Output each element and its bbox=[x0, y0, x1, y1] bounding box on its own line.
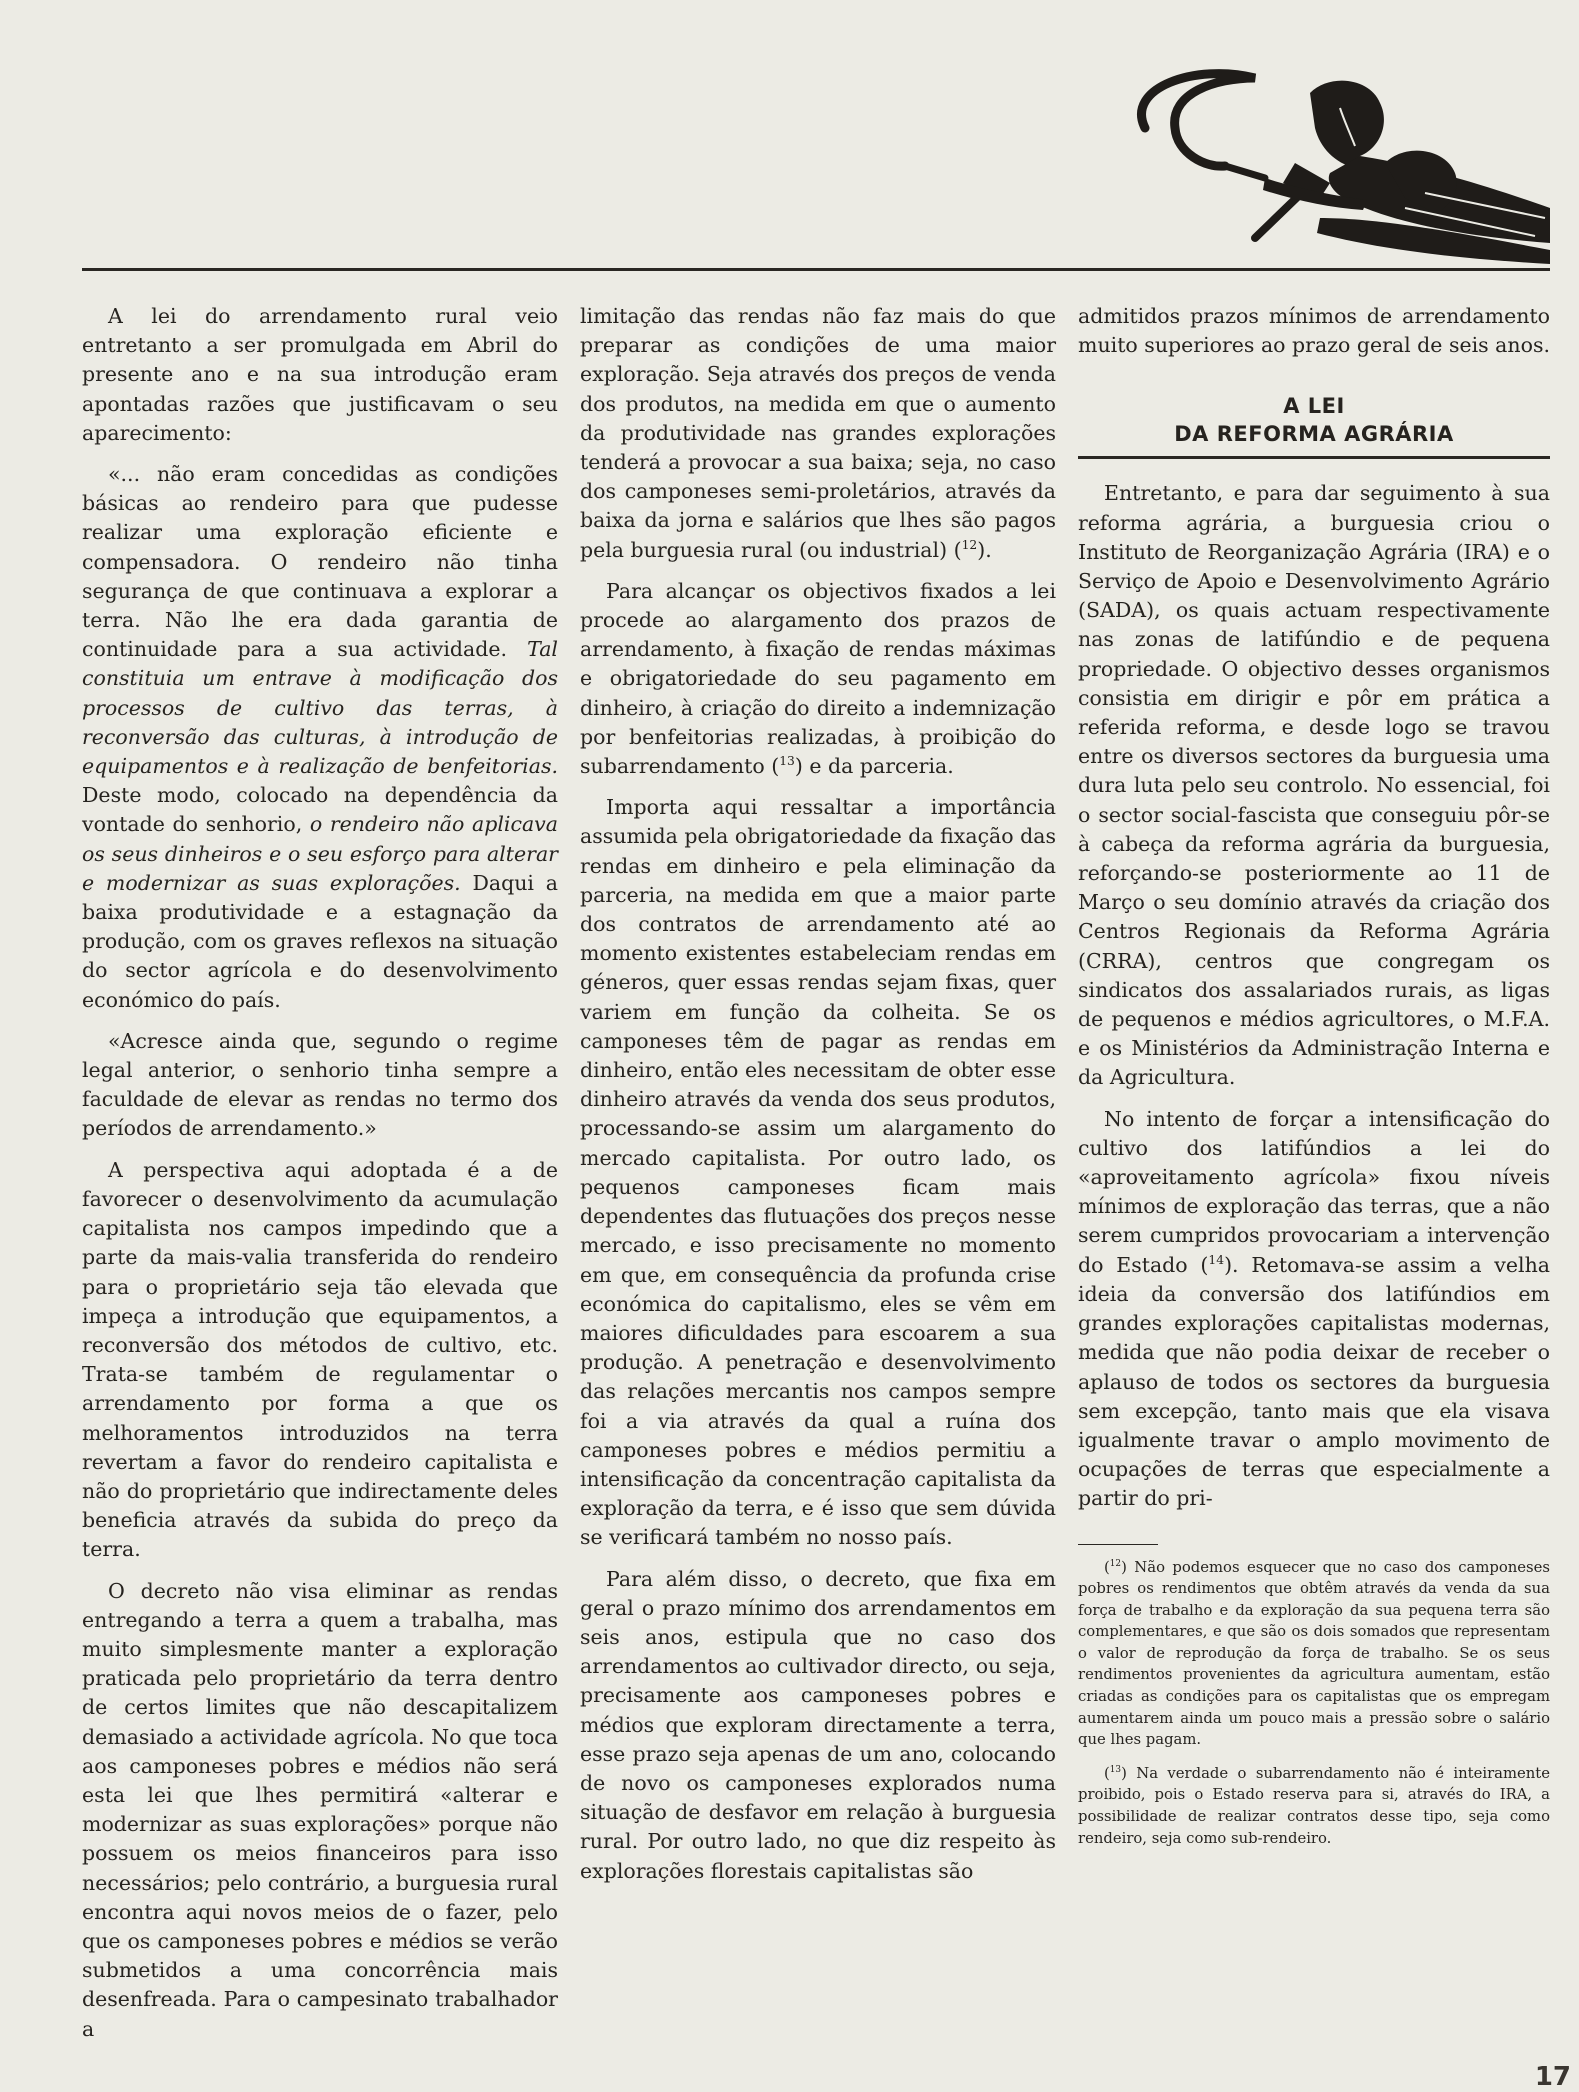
paragraph: Para além disso, o decreto, que fixa em geral o prazo mínimo dos arrendamentos em seis anos, estipula que no caso dos arrendamentos ao cultivador directo, ou seja, precisamente aos camponeses pobres e médios que exploram directamente a terra, esse prazo seja apenas de um ano, colocando de novo os camponeses explorados numa situação de desfavor em relação à burguesia rural. Por outro lado, no que diz respeito às explorações florestais capitalistas são bbox=[580, 1566, 1056, 1883]
footnote: ($^{12}$) Não podemos esquecer que no caso dos camponeses pobres os rendimentos que obtêm através da venda da sua força de trabalho e da exploração da sua pequena terra são complementares, e que são os dois somados que representam o valor de reprodução da força de trabalho. Se os seus rendimentos provenientes da agricultura aumentam, estão criadas as condições para os capitalistas que os empregam aumentarem ainda um pouco mais a pressão sobre o salário que lhes pagam. bbox=[1078, 1558, 1550, 1749]
paragraph: A lei do arrendamento rural veio entretanto a ser promulgada em Abril do presente ano e na sua introdução eram apontadas razões que justificavam o seu aparecimento: bbox=[82, 304, 558, 445]
column-3 bbox=[1078, 302, 1550, 1861]
page-number: 17 bbox=[1534, 2062, 1571, 2092]
quote-paragraph: «Acresce ainda que, segundo o regime legal anterior, o senhorio tinha sempre a faculdade de elevar as rendas no termo dos períodos de arrendamento.» bbox=[82, 1028, 558, 1141]
column-2 bbox=[580, 302, 1056, 1898]
paragraph: admitidos prazos mínimos de arrendamento muito superiores ao prazo geral de seis anos. bbox=[1078, 304, 1550, 358]
paragraph: Para alcançar os objectivos fixados a lei procede ao alargamento dos prazos de arrendamento, à fixação de rendas máximas e obrigatoriedade do seu pagamento em dinheiro, à criação do direito a indemnização por benfeitorias realizadas, à proibição do subarrendamento ($^{13}$) e da parceria. bbox=[580, 578, 1056, 779]
column-1 bbox=[82, 302, 558, 2056]
quote-paragraph: «... não eram concedidas as condições básicas ao rendeiro para que pudesse realizar uma exploração eficiente e compensadora. O rendeiro não tinha segurança de que continuava a explorar a terra. Não lhe era dada garantia de continuidade para a sua actividade. Tal constituia um entrave à modificação dos processos de cultivo das terras, à reconversão das culturas, à introdução de equipamentos e à realização de benfeitorias. Deste modo, colocado na dependência da vontade do senhorio, o rendeiro não aplicava os seus dinheiros e o seu esforço para alterar e modernizar as suas explorações. Daqui a baixa produtividade e a estagnação da produção, com os graves reflexos na situação do sector agrícola e do desenvolvimento económico do país. bbox=[82, 462, 558, 1012]
paragraph: Importa aqui ressaltar a importância assumida pela obrigatoriedade da fixação das rendas em dinheiro e pela eliminação da parceria, na medida em que a maior parte dos contratos de arrendamento até ao momento existentes estabeleciam rendas em géneros, quer essas rendas sejam fixas, quer variem em função da colheita. Se os camponeses têm de pagar as rendas em dinheiro, então eles necessitam de obter esse dinheiro através da venda dos seus produtos, processando-se assim um alargamento do mercado capitalista. Por outro lado, os pequenos camponeses ficam mais dependentes das flutuações dos preços nesse mercado, e isso precisamente no momento em que, em consequência da profunda crise económica do capitalismo, eles se vêm em maiores dificuldades para escoarem a sua produção. A penetração e desenvolvimento das relações mercantis nos campos sempre foi a via através da qual a ruína dos camponeses pobres e médios permitiu a intensificação da concentração capitalista da exploração da terra, e é isso que sem dúvida se verificará também no nosso país. bbox=[580, 795, 1056, 1550]
sickle-hammer-emblem-icon bbox=[1105, 68, 1555, 268]
paragraph: Entretanto, e para dar seguimento à sua reforma agrária, a burguesia criou o Instituto de Reorganização Agrária (IRA) e o Serviço de Apoio e Desenvolvimento Agrário (SADA), os quais actuam respectivamente nas zonas de latifúndio e de pequena propriedade. O objectivo desses organismos consistia em dirigir e pôr em prática a referida reforma, e desde logo se travou entre os diversos sectores da burguesia uma dura luta pelo seu controlo. No essencial, foi o sector social-fascista que conseguiu pôr-se à cabeça da reforma agrária da burguesia, reforçando-se posteriormente ao 11 de Março o seu domínio através da criação dos Centros Regionais da Reforma Agrária (CRRA), centros que congregam os sindicatos dos assalariados rurais, as ligas de pequenos e médios agricultores, o M.F.A. e os Ministérios da Administração Interna e da Agricultura. bbox=[1078, 481, 1550, 1090]
section-heading: A LEI DA REFORMA AGRÁRIA bbox=[1174, 394, 1454, 447]
top-rule bbox=[82, 268, 1550, 271]
footnote-rule bbox=[1078, 1544, 1158, 1545]
footnote: ($^{13}$) Na verdade o subarrendamento não é inteiramente proibido, pois o Estado reserva para si, através do IRA, a possibilidade de realizar contratos desse tipo, seja como rendeiro, seja como sub-rendeiro. bbox=[1078, 1764, 1551, 1847]
paragraph: limitação das rendas não faz mais do que preparar as condições de uma maior exploração. Seja através dos preços de venda dos produtos, na medida em que o aumento da produtividade nas grandes explorações tenderá a provocar a sua baixa; seja, no caso dos camponeses semi-proletários, através da baixa da jorna e salários que lhes são pagos pela burguesia rural (ou industrial) ($^{12}$). bbox=[580, 304, 1056, 562]
heading-rule bbox=[1078, 456, 1550, 459]
paragraph: A perspectiva aqui adoptada é a de favorecer o desenvolvimento da acumulação capitalista nos campos impedindo que a parte da mais-valia transferida do rendeiro para o proprietário seja tão elevada que impeça a introdução que equipamentos, a reconversão dos métodos de cultivo, etc. Trata-se também de regulamentar o arrendamento por forma a que os melhoramentos introduzidos na terra revertam a favor do rendeiro capitalista e não do proprietário que indirectamente deles beneficia através da subida do preço da terra. bbox=[82, 1157, 558, 1562]
paragraph: O decreto não visa eliminar as rendas entregando a terra a quem a trabalha, mas muito simplesmente manter a exploração praticada pelo proprietário da terra dentro de certos limites que não descapitalizem demasiado a actividade agrícola. No que toca aos camponeses pobres e médios não será esta lei que lhes permitirá «alterar e modernizar as suas explorações» porque não possuem os meios financeiros para isso necessários; pelo contrário, a burguesia rural encontra aqui novos meios de o fazer, pelo que os camponeses pobres e médios se verão submetidos a uma concorrência mais desenfreada. Para o campesinato trabalhador a bbox=[82, 1578, 558, 2041]
paragraph: No intento de forçar a intensificação do cultivo dos latifúndios a lei do «aproveitamento agrícola» fixou níveis mínimos de exploração das terras, que a não serem cumpridos provocariam a intervenção do Estado ($^{14}$). Retomava-se assim a velha ideia da conversão dos latifúndios em grandes explorações capitalistas modernas, medida que não podia deixar de receber o aplauso de todos os sectores da burguesia sem excepção, tanto mais que ela visava igualmente travar o amplo movimento de ocupações de terras que especialmente a partir do pri- bbox=[1078, 1106, 1550, 1511]
